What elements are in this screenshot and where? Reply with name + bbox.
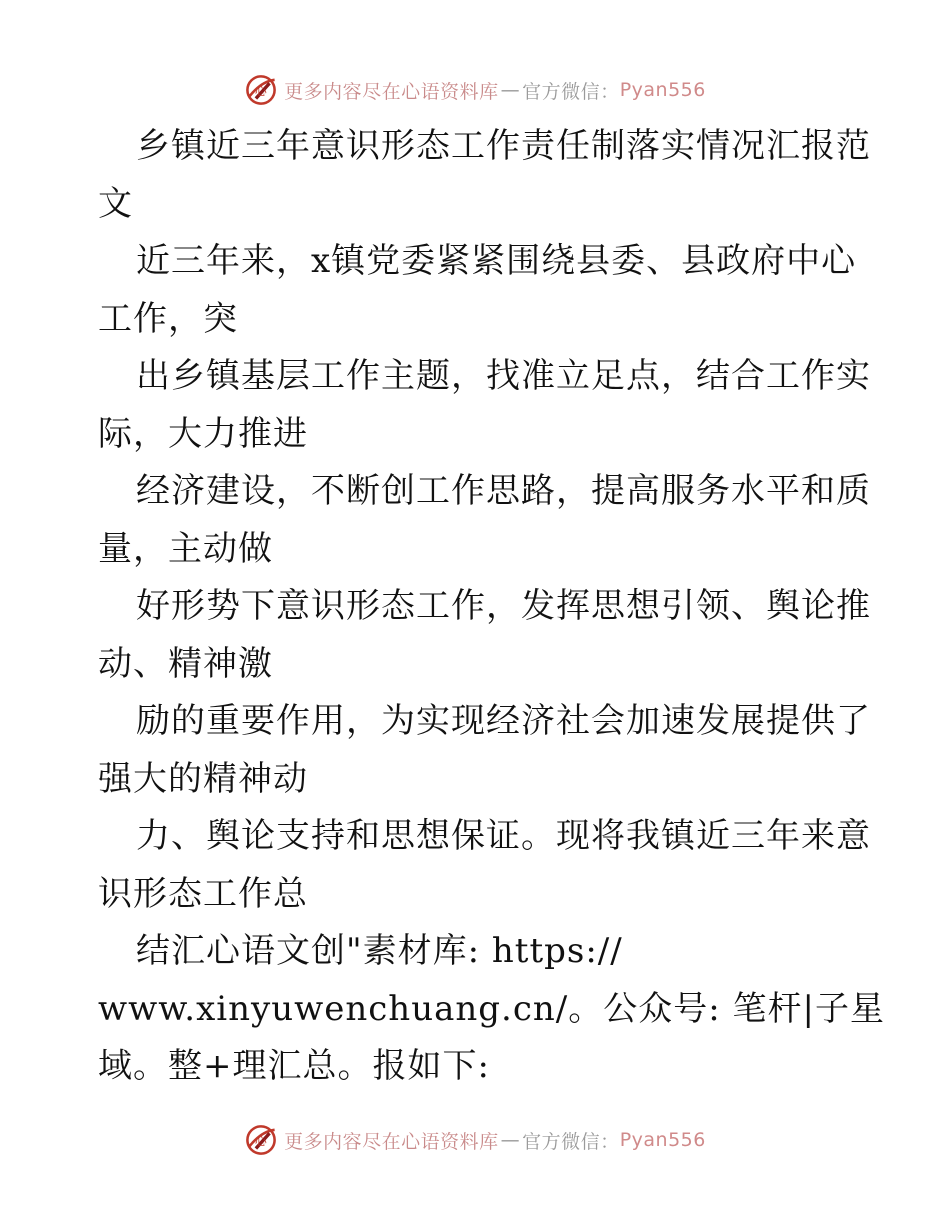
banner-separator: — [500,1129,521,1151]
paragraph-line: 识形态工作总 [98,873,308,914]
wechat-label: 官方微信： [522,1130,620,1153]
doc-title-line-1: 乡镇近三年意识形态工作责任制落实情况汇报范 [136,126,871,166]
paragraph-line: 力、舆论支持和思想保证。现将我镇近三年来意 [136,816,871,856]
paragraph-line: 结汇心语文创"素材库: https:// [136,931,623,971]
paragraph-line: 强大的精神动 [98,758,308,799]
paragraph-line: www.xinyuwenchuang.cn/。公众号: 笔杆|子星 [98,988,885,1029]
banner-text: 更多内容尽在心语资料库 [284,80,499,103]
paragraph-line: 励的重要作用，为实现经济社会加速发展提供了 [136,701,871,741]
svg-text:心: 心 [254,84,268,99]
paragraph-line: 好形势下意识形态工作，发挥思想引领、舆论推 [136,586,871,626]
document-body [98,118,885,1096]
doc-title-line-2: 文 [98,183,133,224]
brand-logo-icon [244,73,278,107]
paragraph-line: 量，主动做 [98,528,273,569]
paragraph-line: 出乡镇基层工作主题，找准立足点，结合工作实 [136,356,871,396]
paragraph-line: 经济建设，不断创工作思路，提高服务水平和质 [136,471,871,511]
paragraph-line: 动、精神激 [98,643,273,684]
paragraph-line: 近三年来，x镇党委紧紧围绕县委、县政府中心 [136,241,857,281]
header-watermark-banner [0,70,950,110]
banner-separator: — [500,79,521,101]
paragraph-line: 际，大力推进 [98,413,308,454]
banner-text: 更多内容尽在心语资料库 [284,1130,499,1153]
brand-logo-icon [244,1123,278,1157]
wechat-label: 官方微信： [522,80,620,103]
paragraph-line: 域。整+理汇总。报如下: [98,1046,490,1086]
wechat-id: Pyan556 [619,1129,706,1151]
wechat-id: Pyan556 [619,79,706,101]
svg-text:心: 心 [254,1134,268,1149]
footer-watermark-banner [0,1120,950,1160]
paragraph-line: 工作，突 [98,298,238,339]
